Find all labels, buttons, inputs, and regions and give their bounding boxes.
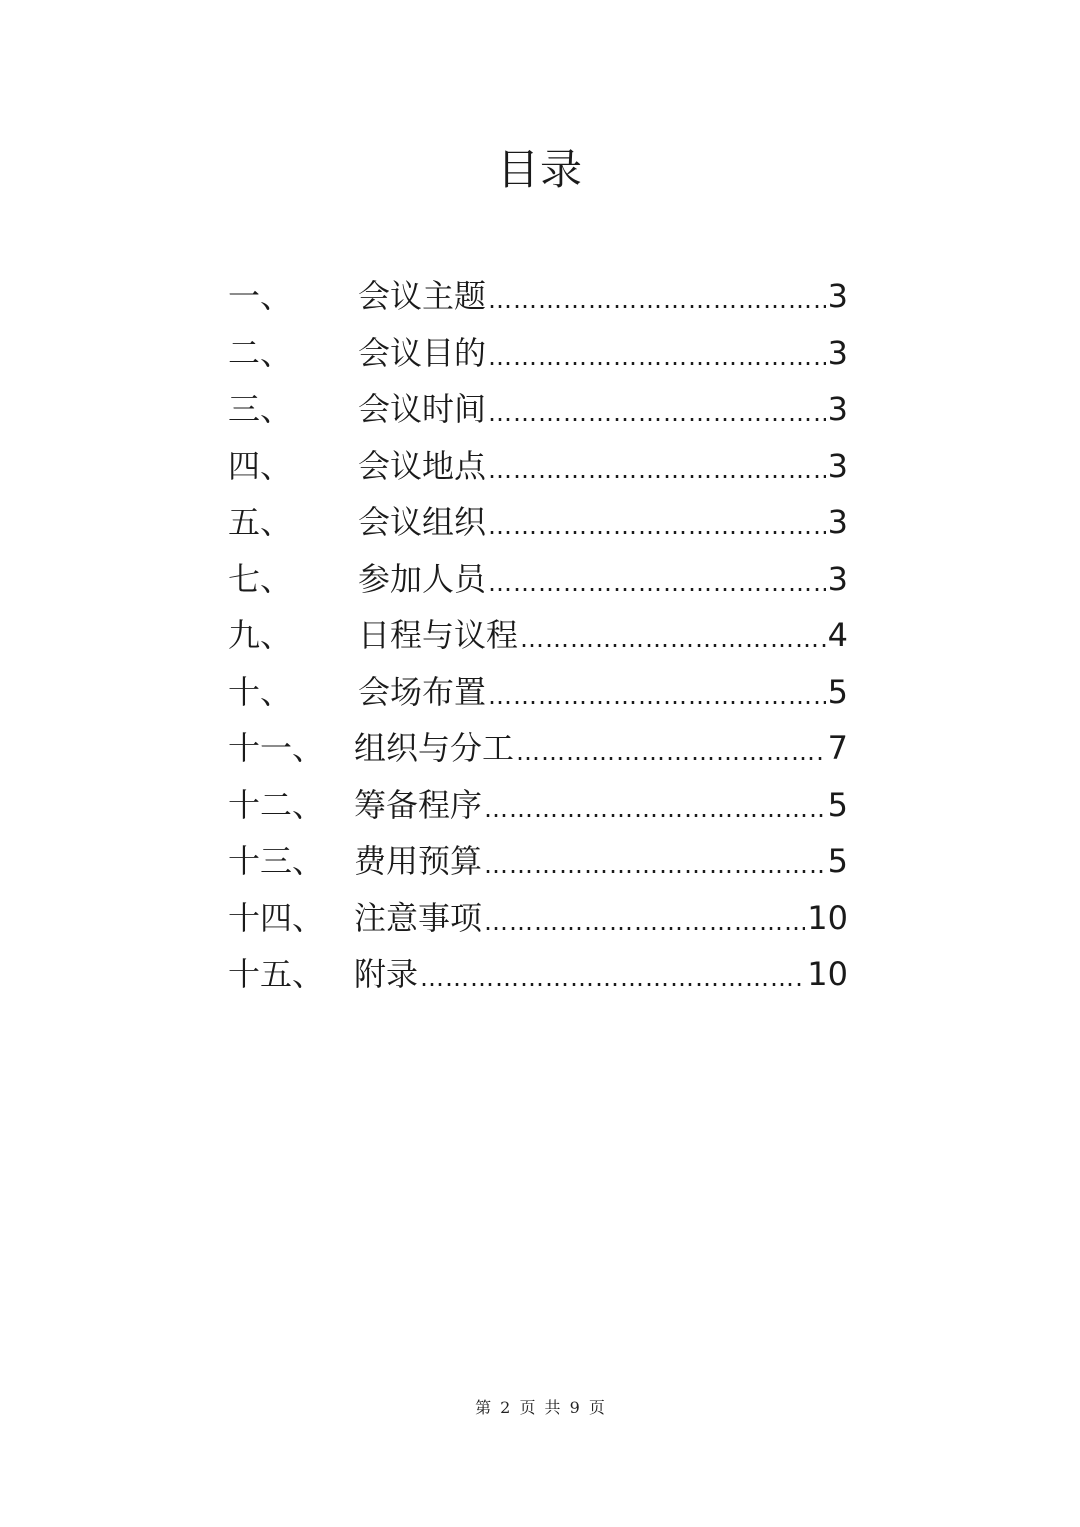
- toc-entry[interactable]: [228, 664, 848, 721]
- toc-entry-label: 会议主题: [358, 277, 487, 316]
- toc-entry-label: 费用预算: [354, 842, 483, 881]
- toc-entry-number: 十三、: [228, 842, 325, 881]
- toc-entry[interactable]: [228, 381, 848, 438]
- toc-entry-label: 会议组织: [358, 503, 487, 542]
- toc-entry-number: 十四、: [228, 898, 325, 937]
- toc-entry-label: 附录: [354, 955, 419, 994]
- toc-entry-number: 一、: [228, 277, 293, 316]
- toc-entry-label: 日程与议程: [358, 616, 519, 655]
- toc-entry[interactable]: [228, 833, 848, 890]
- toc-dot-leader: [488, 660, 826, 724]
- toc-entry-number: 十二、: [228, 785, 325, 824]
- toc-entry-page: 10: [807, 898, 848, 937]
- toc-entry-page: 5: [827, 785, 848, 824]
- toc-dot-leader: [520, 603, 826, 667]
- toc-entry-page: 10: [807, 955, 848, 994]
- toc-entry-label: 注意事项: [354, 898, 483, 937]
- toc-dot-leader: [488, 377, 826, 441]
- toc-entry-number: 七、: [228, 559, 293, 598]
- toc-entry-page: 3: [827, 559, 848, 598]
- toc-entry-number: 十一、: [228, 729, 325, 768]
- toc-dot-leader: [488, 434, 826, 498]
- toc-entry-number: 十、: [228, 672, 293, 711]
- toc-entry-label: 筹备程序: [354, 785, 483, 824]
- toc-entry-label: 会议时间: [358, 390, 487, 429]
- toc-entry-number: 二、: [228, 333, 293, 372]
- toc-dot-leader: [420, 942, 805, 1006]
- toc-dot-leader: [484, 773, 826, 837]
- toc-entry-page: 7: [827, 729, 848, 768]
- toc-entry-label: 组织与分工: [354, 729, 515, 768]
- toc-entry-label: 会场布置: [358, 672, 487, 711]
- toc-entry-page: 3: [827, 503, 848, 542]
- toc-dot-leader: [516, 716, 826, 780]
- toc-dot-leader: [488, 321, 826, 385]
- page-footer: 第 2 页 共 9 页: [475, 1398, 605, 1417]
- toc-entry-number: 三、: [228, 390, 293, 429]
- toc-entry[interactable]: [228, 551, 848, 608]
- table-of-contents: [228, 268, 848, 1003]
- toc-entry[interactable]: [228, 438, 848, 495]
- page-title: 目录: [496, 145, 583, 195]
- toc-entry[interactable]: [228, 890, 848, 947]
- toc-entry[interactable]: [228, 607, 848, 664]
- toc-entry[interactable]: [228, 720, 848, 777]
- toc-entry-label: 会议地点: [358, 446, 487, 485]
- toc-entry-page: 3: [827, 333, 848, 372]
- toc-dot-leader: [484, 829, 826, 893]
- toc-entry-page: 5: [827, 672, 848, 711]
- toc-entry-page: 5: [827, 842, 848, 881]
- toc-entry-label: 会议目的: [358, 333, 487, 372]
- toc-dot-leader: [488, 547, 826, 611]
- toc-entry-page: 3: [827, 390, 848, 429]
- toc-dot-leader: [488, 264, 826, 328]
- toc-dot-leader: [484, 886, 805, 950]
- toc-entry[interactable]: [228, 946, 848, 1003]
- toc-entry-page: 3: [827, 277, 848, 316]
- toc-entry-number: 五、: [228, 503, 293, 542]
- toc-entry-number: 九、: [228, 616, 293, 655]
- toc-entry[interactable]: [228, 777, 848, 834]
- toc-entry-page: 3: [827, 446, 848, 485]
- toc-entry-label: 参加人员: [358, 559, 487, 598]
- toc-entry[interactable]: [228, 325, 848, 382]
- toc-dot-leader: [488, 490, 826, 554]
- toc-entry[interactable]: [228, 268, 848, 325]
- toc-entry-page: 4: [827, 616, 848, 655]
- toc-entry[interactable]: [228, 494, 848, 551]
- toc-entry-number: 四、: [228, 446, 293, 485]
- toc-entry-number: 十五、: [228, 955, 325, 994]
